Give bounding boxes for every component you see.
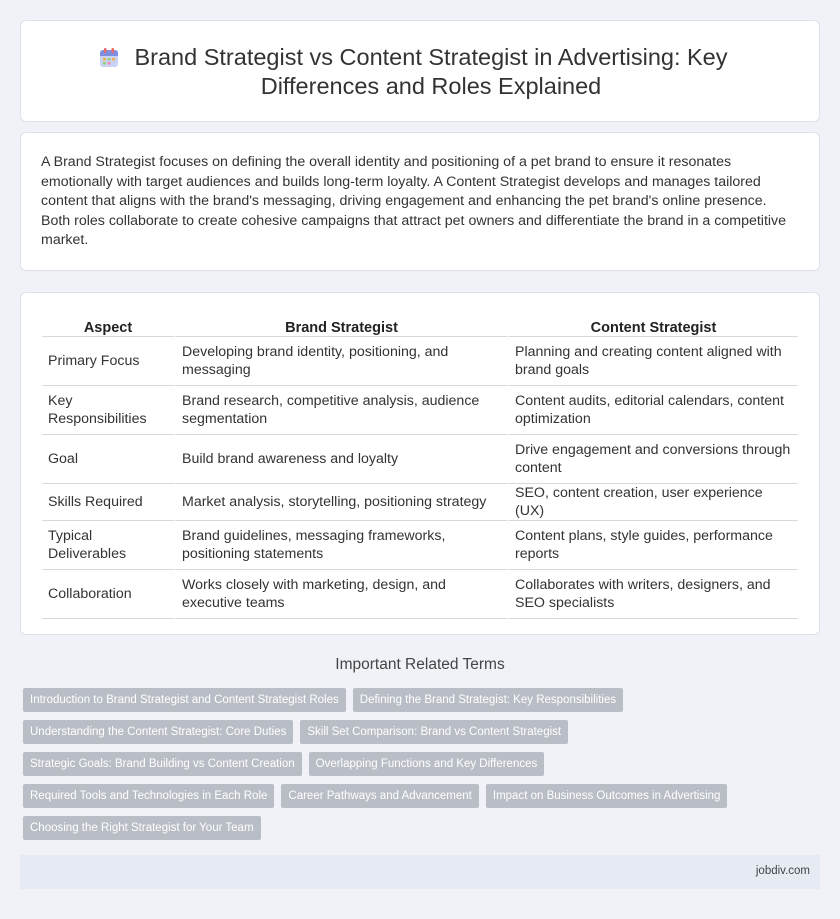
related-term-tag[interactable]: Understanding the Content Strategist: Core Duties <box>23 720 293 744</box>
header-aspect: Aspect <box>42 317 174 337</box>
brand-cell: Brand guidelines, messaging frameworks, positioning statements <box>174 521 507 570</box>
content-cell: Drive engagement and conversions through content <box>507 435 798 484</box>
table-row <box>42 484 798 521</box>
related-term-tag[interactable]: Required Tools and Technologies in Each Role <box>23 784 274 808</box>
content-cell: SEO, content creation, user experience (UX) <box>507 484 798 521</box>
brand-cell: Market analysis, storytelling, positioning strategy <box>174 484 507 521</box>
table-row <box>42 435 798 484</box>
brand-cell: Build brand awareness and loyalty <box>174 435 507 484</box>
table-header-row <box>42 317 798 337</box>
title-card <box>20 20 820 122</box>
aspect-cell: Collaboration <box>42 570 174 619</box>
related-term-tag[interactable]: Defining the Brand Strategist: Key Responsibilities <box>353 688 623 712</box>
brand-cell: Developing brand identity, positioning, and messaging <box>174 337 507 386</box>
content-cell: Content audits, editorial calendars, content optimization <box>507 386 798 435</box>
brand-cell: Brand research, competitive analysis, audience segmentation <box>174 386 507 435</box>
table-row <box>42 570 798 619</box>
content-cell: Planning and creating content aligned with brand goals <box>507 337 798 386</box>
related-term-tag[interactable]: Introduction to Brand Strategist and Content Strategist Roles <box>23 688 346 712</box>
related-terms-list <box>23 688 783 848</box>
summary-paragraph: A Brand Strategist focuses on defining the overall identity and positioning of a pet brand to ensure it resonates emotionally with target audiences and builds long-term loyalty. A Content Strategist develops and manages tailored content that aligns with the brand's messaging, driving engagement and enhancing the pet brand's online presence. Both roles collaborate to create cohesive campaigns that attract pet owners and differentiate the brand in a competitive market. <box>41 154 787 248</box>
brand-cell: Works closely with marketing, design, and executive teams <box>174 570 507 619</box>
summary-card <box>20 132 820 271</box>
calendar-icon <box>98 47 120 69</box>
page-header <box>21 43 819 101</box>
table-row <box>42 386 798 435</box>
related-term-tag[interactable]: Skill Set Comparison: Brand vs Content Strategist <box>300 720 568 744</box>
content-cell: Collaborates with writers, designers, and SEO specialists <box>507 570 798 619</box>
aspect-cell: Goal <box>42 435 174 484</box>
related-term-tag[interactable]: Strategic Goals: Brand Building vs Content Creation <box>23 752 302 776</box>
page-title: Brand Strategist vs Content Strategist in Advertising: Key Differences and Roles Explained <box>134 44 728 99</box>
related-term-tag[interactable]: Impact on Business Outcomes in Advertising <box>486 784 728 808</box>
header-brand-strategist: Brand Strategist <box>174 317 507 337</box>
comparison-card <box>20 292 820 635</box>
aspect-cell: Primary Focus <box>42 337 174 386</box>
aspect-cell: Skills Required <box>42 484 174 521</box>
table-row <box>42 337 798 386</box>
content-cell: Content plans, style guides, performance reports <box>507 521 798 570</box>
footer-site-link[interactable]: jobdiv.com <box>755 865 810 877</box>
related-term-tag[interactable]: Overlapping Functions and Key Differences <box>309 752 545 776</box>
related-term-tag[interactable]: Choosing the Right Strategist for Your Team <box>23 816 261 840</box>
aspect-cell: Key Responsibilities <box>42 386 174 435</box>
table-row <box>42 521 798 570</box>
comparison-table <box>42 317 798 619</box>
related-term-tag[interactable]: Career Pathways and Advancement <box>281 784 478 808</box>
related-terms-title: Important Related Terms <box>335 656 505 673</box>
footer <box>20 855 820 889</box>
header-content-strategist: Content Strategist <box>507 317 798 337</box>
aspect-cell: Typical Deliverables <box>42 521 174 570</box>
